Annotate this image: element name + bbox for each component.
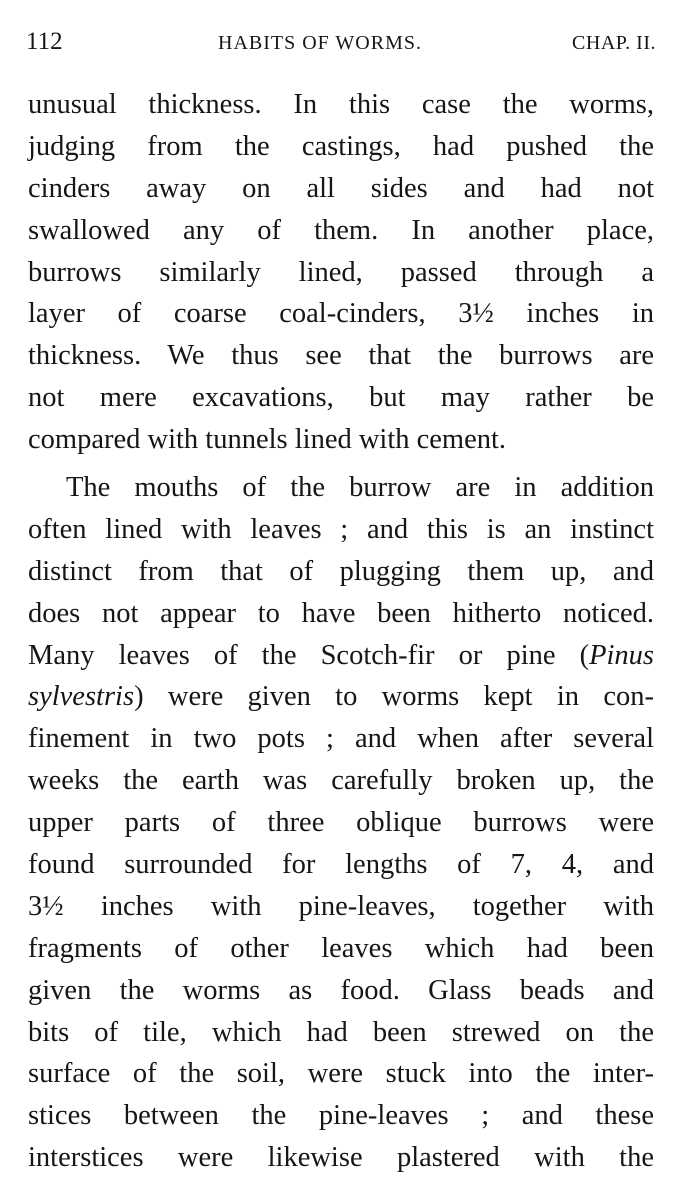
text-line: bits of tile, which had been strewed on the xyxy=(28,1016,654,1048)
text-line xyxy=(28,635,654,677)
text-line: does not appear to have been hitherto noticed. xyxy=(28,597,654,629)
text-line: not mere excavations, but may rather be xyxy=(28,382,654,414)
text-segment: Many leaves of the Scotch-fir or pine ( xyxy=(28,639,590,671)
text-line: distinct from that of plugging them up, and xyxy=(28,555,654,587)
text-line: upper parts of three oblique burrows were xyxy=(28,807,654,839)
text-line: thickness. We thus see that the burrows are xyxy=(28,340,654,372)
text-line: weeks the earth was carefully broken up, the xyxy=(28,765,654,797)
page-header xyxy=(26,28,656,58)
text-line: layer of coarse coal-cinders, 3½ inches in xyxy=(28,298,654,330)
text-line: swallowed any of them. In another place, xyxy=(28,214,654,246)
text-line: finement in two pots ; and when after several xyxy=(28,723,654,755)
text-line: surface of the soil, were stuck into the inter- xyxy=(28,1058,654,1090)
text-line: given the worms as food. Glass beads and xyxy=(28,974,654,1006)
text-line: found surrounded for lengths of 7, 4, and xyxy=(28,849,654,881)
text-line: cinders away on all sides and had not xyxy=(28,172,654,204)
italic-species: sylvestris xyxy=(28,681,135,713)
text-line: burrows similarly lined, passed through a xyxy=(28,256,654,288)
text-line: fragments of other leaves which had been xyxy=(28,932,654,964)
text-line xyxy=(28,676,654,718)
text-line: interstices were likewise plastered with the xyxy=(28,1142,654,1174)
text-line: judging from the castings, had pushed the xyxy=(28,130,654,162)
page-number: 112 xyxy=(26,28,63,55)
running-title: HABITS OF WORMS. xyxy=(218,32,422,54)
italic-genus: Pinus xyxy=(589,639,654,671)
paragraph-2 xyxy=(28,467,654,1179)
text-segment: ) were given to worms kept in con- xyxy=(134,681,654,713)
text-line: The mouths of the burrow are in addition xyxy=(66,472,654,504)
paragraph-1 xyxy=(28,84,654,461)
text-line: compared with tunnels lined with cement. xyxy=(28,424,507,456)
chapter-label: CHAP. II. xyxy=(572,32,656,54)
body-text xyxy=(28,84,654,1179)
text-line: often lined with leaves ; and this is an instinct xyxy=(28,513,654,545)
text-line: 3½ inches with pine-leaves, together with xyxy=(28,890,654,922)
text-line: stices between the pine-leaves ; and these xyxy=(28,1100,654,1132)
text-line: unusual thickness. In this case the worms, xyxy=(28,89,654,120)
